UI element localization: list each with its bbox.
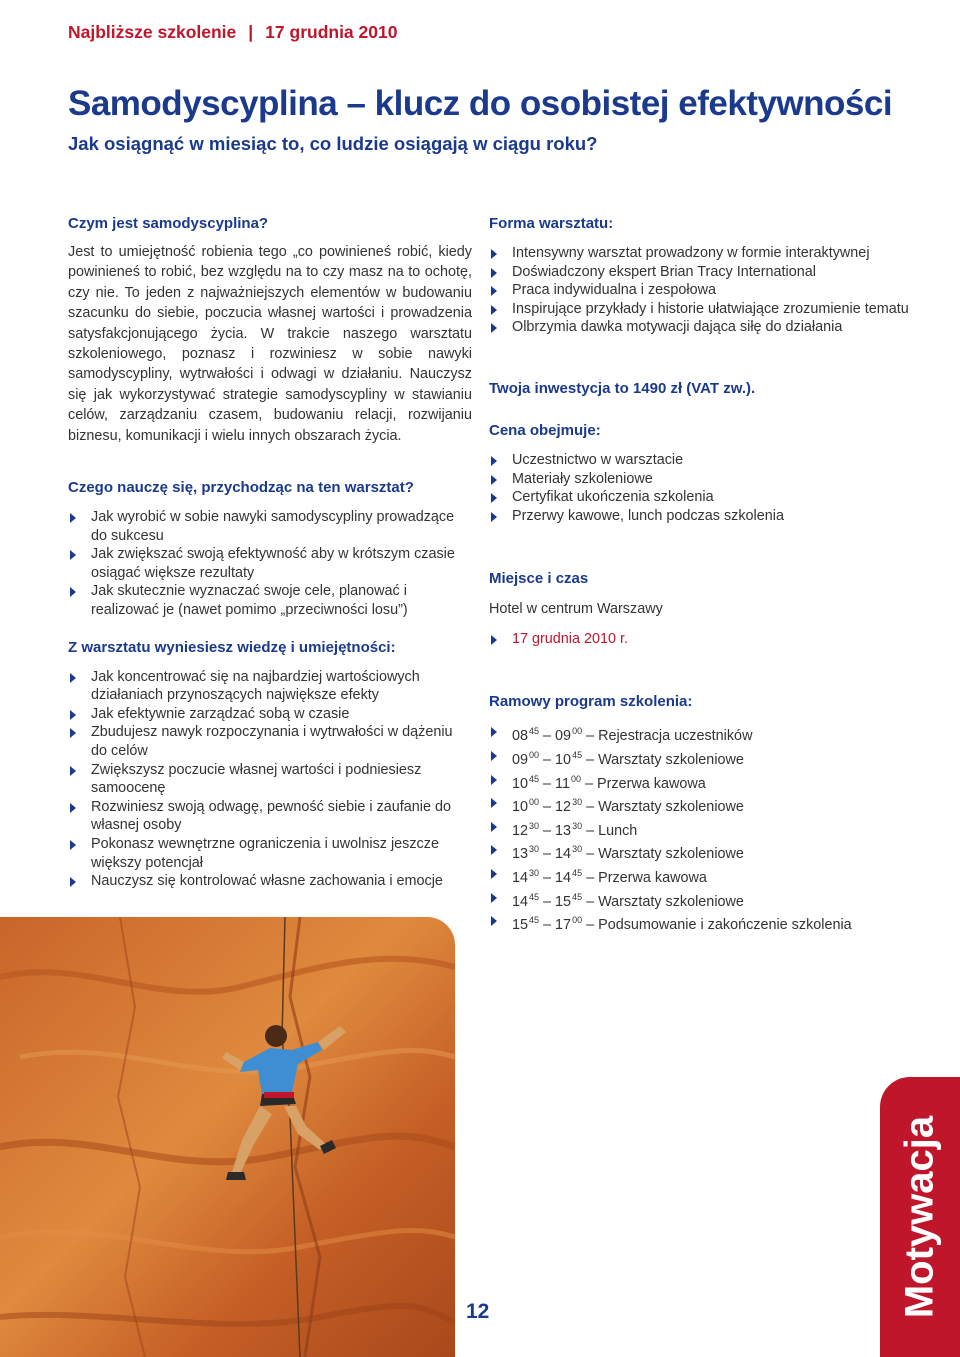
end-minute: 00 (572, 726, 583, 737)
bullet-arrow-icon (491, 512, 497, 522)
list-item (489, 488, 909, 507)
form-heading: Forma warsztatu: (489, 215, 614, 232)
end-hour: 15 (555, 893, 572, 910)
bullet-arrow-icon (70, 550, 76, 560)
rock-climber-image (0, 917, 455, 1357)
price-list (489, 451, 909, 525)
end-hour: 09 (555, 728, 572, 745)
program-row (489, 840, 909, 864)
end-hour: 10 (555, 751, 572, 768)
place-date-list (489, 630, 909, 649)
bullet-arrow-icon (491, 249, 497, 259)
bullet-arrow-icon (70, 513, 76, 523)
end-hour: 11 (555, 775, 570, 792)
program-label: Przerwa kawowa (597, 775, 706, 792)
list-item (489, 451, 909, 470)
bullet-arrow-icon (491, 268, 497, 278)
intro-heading: Czym jest samodyscyplina? (68, 215, 269, 232)
bullet-arrow-icon (491, 775, 497, 785)
end-minute: 00 (571, 773, 582, 784)
bullet-arrow-icon (491, 456, 497, 466)
end-minute: 45 (572, 891, 583, 902)
list-item-text: Przerwy kawowe, lunch podczas szkolenia (512, 507, 784, 524)
header-separator: | (248, 22, 254, 42)
list-item-text: Intensywny warsztat prowadzony w formie interaktywnej (512, 245, 870, 261)
bullet-arrow-icon (491, 798, 497, 808)
bullet-arrow-icon (491, 751, 497, 761)
program-dash: – (543, 799, 552, 816)
start-minute: 45 (529, 773, 540, 784)
list-item (68, 872, 472, 891)
program-dash: – (586, 846, 595, 863)
bullet-arrow-icon (491, 845, 497, 855)
program-dash: – (543, 751, 552, 768)
program-row (489, 817, 909, 841)
bullet-arrow-icon (70, 840, 76, 850)
list-item (489, 507, 909, 526)
list-item (489, 318, 909, 337)
list-item (68, 582, 472, 619)
bullet-arrow-icon (491, 727, 497, 737)
bullet-arrow-icon (491, 822, 497, 832)
start-hour: 10 (512, 799, 529, 816)
program-dash: – (586, 869, 595, 886)
program-dash: – (586, 917, 595, 934)
knowledge-heading: Z warsztatu wyniesiesz wiedzę i umiejętności: (68, 638, 396, 656)
place-text: Hotel w centrum Warszawy (489, 601, 663, 618)
list-item-text: Jak zwiększać swoją efektywność aby w krótszym czasie osiągać większe rezultaty (91, 546, 455, 581)
list-item-text: Zwiększysz poczucie własnej wartości i podniesiesz samoocenę (91, 761, 422, 797)
list-item (68, 835, 472, 872)
list-item (68, 508, 472, 545)
side-tab-label (880, 1077, 960, 1357)
program-dash: – (543, 728, 552, 745)
start-minute: 30 (529, 820, 540, 831)
list-item-text: Pokonasz wewnętrzne ograniczenia i uwolnisz jeszcze większy potencjał (91, 835, 439, 871)
program-list (489, 722, 909, 934)
end-minute: 45 (572, 867, 583, 878)
list-item (68, 761, 472, 798)
start-hour: 15 (512, 917, 529, 934)
list-item-text: Jak efektywnie zarządzać sobą w czasie (91, 705, 350, 722)
bullet-arrow-icon (70, 587, 76, 597)
list-item-text: Zbudujesz nawyk rozpoczynania i wytrwałości w dążeniu do celów (91, 724, 453, 759)
running-header (68, 22, 397, 43)
form-list (489, 244, 909, 337)
start-minute: 30 (529, 844, 540, 855)
side-tab-text: Motywacja (897, 1115, 942, 1319)
start-hour: 13 (512, 846, 529, 863)
program-dash: – (543, 822, 552, 839)
program-label: Warsztaty szkoleniowe (598, 751, 744, 768)
list-item-text: Doświadczony ekspert Brian Tracy International (512, 263, 816, 280)
list-item-text: Uczestnictwo w warsztacie (512, 451, 684, 468)
program-row (489, 722, 909, 746)
program-dash: – (586, 728, 595, 745)
right-column (489, 214, 909, 935)
bullet-arrow-icon (491, 893, 497, 903)
start-hour: 14 (512, 893, 529, 910)
program-row (489, 864, 909, 888)
list-item (489, 263, 909, 282)
bullet-arrow-icon (491, 493, 497, 503)
climber-photo (0, 917, 455, 1357)
page-title: Samodyscyplina – klucz do osobistej efektywności (68, 84, 893, 123)
program-dash: – (586, 799, 595, 816)
program-dash: – (586, 822, 595, 839)
end-hour: 13 (555, 822, 572, 839)
knowledge-list (68, 668, 472, 891)
program-dash: – (543, 775, 552, 792)
list-item (68, 545, 472, 582)
start-minute: 30 (529, 867, 540, 878)
list-item (489, 470, 909, 489)
list-item (68, 723, 472, 760)
list-item-text: Nauczysz się kontrolować własne zachowania i emocje (91, 873, 443, 890)
page-number: 12 (466, 1300, 490, 1323)
learn-heading: Czego nauczę się, przychodząc na ten warsztat? (68, 479, 414, 497)
page-subtitle: Jak osiągnąć w miesiąc to, co ludzie osiągają w ciągu roku? (68, 133, 598, 154)
list-item-text: Jak skutecznie wyznaczać swoje cele, planować i realizować je (nawet pomimo „przeciwności losu”) (91, 583, 408, 619)
end-hour: 14 (555, 846, 572, 863)
header-section: Najbliższe szkolenie (68, 22, 237, 42)
end-minute: 30 (572, 844, 583, 855)
program-label: Warsztaty szkoleniowe (598, 799, 744, 816)
list-item-text: Inspirujące przykłady i historie ułatwiające zrozumienie tematu (512, 300, 909, 317)
investment-text: Twoja inwestycja to 1490 zł (VAT zw.). (489, 379, 756, 397)
list-item-text: Certyfikat ukończenia szkolenia (512, 489, 714, 506)
list-item-text: Jak koncentrować się na najbardziej wartościowych działaniach przynoszących największe efekty (91, 668, 420, 704)
start-hour: 10 (512, 775, 529, 792)
start-minute: 45 (529, 891, 540, 902)
list-item (489, 244, 909, 263)
left-column (68, 214, 472, 891)
bullet-arrow-icon (70, 673, 76, 683)
place-date: 17 grudnia 2010 r. (512, 630, 629, 647)
start-hour: 09 (512, 751, 529, 768)
bullet-arrow-icon (70, 766, 76, 776)
end-minute: 30 (572, 820, 583, 831)
program-row (489, 746, 909, 770)
program-label: Podsumowanie i zakończenie szkolenia (598, 917, 852, 934)
list-item (489, 630, 909, 649)
bullet-arrow-icon (491, 305, 497, 315)
list-item-text: Praca indywidualna i zespołowa (512, 282, 716, 299)
program-row (489, 888, 909, 912)
program-row (489, 770, 909, 794)
program-dash: – (543, 846, 552, 863)
bullet-arrow-icon (70, 728, 76, 738)
list-item (68, 798, 472, 835)
start-hour: 12 (512, 822, 529, 839)
end-hour: 12 (555, 799, 572, 816)
price-heading: Cena obejmuje: (489, 421, 601, 439)
bullet-arrow-icon (491, 323, 497, 333)
start-hour: 14 (512, 869, 529, 886)
program-dash: – (543, 869, 552, 886)
header-date: 17 grudnia 2010 (265, 22, 398, 42)
list-item-text: Jak wyrobić w sobie nawyki samodyscypliny prowadzące do sukcesu (91, 509, 455, 544)
program-label: Przerwa kawowa (598, 869, 707, 886)
list-item (489, 281, 909, 300)
end-minute: 00 (572, 915, 583, 926)
learn-list (68, 508, 472, 620)
program-label: Rejestracja uczestników (598, 728, 753, 745)
program-dash: – (585, 775, 594, 792)
bullet-arrow-icon (70, 877, 76, 887)
place-heading: Miejsce i czas (489, 570, 589, 588)
start-hour: 08 (512, 728, 529, 745)
program-row (489, 911, 909, 935)
list-item-text: Olbrzymia dawka motywacji dająca siłę do działania (512, 319, 843, 336)
list-item-text: Materiały szkoleniowe (512, 470, 653, 487)
bullet-arrow-icon (491, 916, 497, 926)
intro-paragraph: Jest to umiejętność robienia tego „co powinieneś robić, kiedy powinieneś to robić, bez względu na to czy masz na to ochotę, czy nie. To jeden z najważniejszych elementów w budowaniu szacunku do siebie, poczucia własnej wartości i prowadzenia satysfakcjonującego życia. W trakcie naszego warsztatu szkoleniowego, poznasz i rozwiniesz w sobie nawyki samodyscypliny, wytrwałości i odwagi w działaniu. Nauczysz się jak wykorzystywać strategie samodyscypliny w stawianiu celów, zarządzaniu czasem, budowaniu relacji, rozwijaniu biznesu, komunikacji i wielu innych obszarach życia. (68, 244, 472, 444)
bullet-arrow-icon (491, 635, 497, 645)
list-item (68, 668, 472, 705)
end-minute: 30 (572, 797, 583, 808)
bullet-arrow-icon (70, 803, 76, 813)
end-hour: 17 (555, 917, 572, 934)
program-dash: – (586, 893, 595, 910)
list-item (489, 300, 909, 319)
program-label: Lunch (598, 822, 638, 839)
bullet-arrow-icon (491, 475, 497, 485)
bullet-arrow-icon (70, 710, 76, 720)
program-label: Warsztaty szkoleniowe (598, 893, 744, 910)
start-minute: 45 (529, 915, 540, 926)
program-dash: – (586, 751, 595, 768)
program-row (489, 793, 909, 817)
end-hour: 14 (555, 869, 572, 886)
end-minute: 45 (572, 749, 583, 760)
bullet-arrow-icon (491, 869, 497, 879)
program-dash: – (543, 893, 552, 910)
program-heading: Ramowy program szkolenia: (489, 693, 693, 711)
start-minute: 45 (529, 726, 540, 737)
list-item-text: Rozwiniesz swoją odwagę, pewność siebie i zaufanie do własnej osoby (91, 798, 451, 834)
program-label: Warsztaty szkoleniowe (598, 846, 744, 863)
start-minute: 00 (529, 749, 540, 760)
list-item (68, 705, 472, 724)
program-dash: – (543, 917, 552, 934)
start-minute: 00 (529, 797, 540, 808)
bullet-arrow-icon (491, 286, 497, 296)
